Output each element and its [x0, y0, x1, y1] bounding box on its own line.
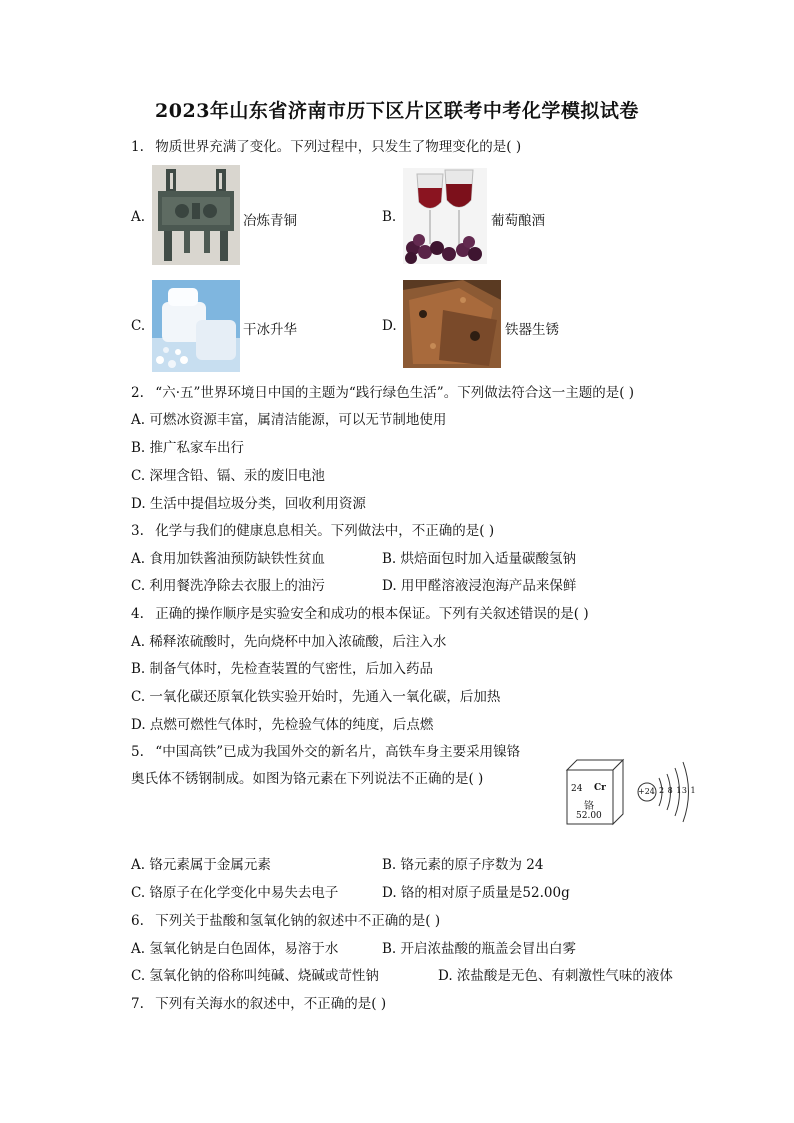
question-text: 下列关于盐酸和氢氧化钠的叙述中不正确的是( ) — [155, 913, 441, 929]
q6-option-b: B. 开启浓盐酸的瓶盖会冒出白雾 — [382, 941, 577, 957]
q6-option-a: A. 氢氧化钠是白色固体，易溶于水 — [131, 941, 339, 957]
q5-option-d: D. 铬的相对原子质量是52.00g — [382, 885, 570, 901]
option-b-caption: 葡萄酿酒 — [491, 213, 545, 229]
option-a-label: A. — [131, 209, 146, 225]
dry-ice-image — [152, 280, 240, 372]
q3-option-b: B. 烘焙面包时加入适量碳酸氢钠 — [382, 551, 577, 567]
element-symbol: Cr — [594, 783, 606, 793]
q3-option-c: C. 利用餐洗净除去衣服上的油污 — [131, 578, 325, 594]
atomic-mass: 52.00 — [576, 811, 602, 821]
question-5-continued: 奥氏体不锈钢制成。如图为铬元素在下列说法不正确的是( ) — [131, 771, 484, 787]
question-6 — [131, 912, 440, 930]
question-3 — [131, 522, 494, 540]
nucleus-charge: +24 — [638, 787, 655, 796]
chromium-element-diagram — [563, 754, 703, 828]
q4-option-a: A. 稀释浓硫酸时，先向烧杯中加入浓硫酸，后注入水 — [131, 634, 447, 650]
q5-option-b: B. 铬元素的原子序数为 24 — [382, 857, 544, 873]
question-2 — [131, 384, 634, 402]
question-7 — [131, 995, 386, 1013]
q4-option-b: B. 制备气体时，先检查装置的气密性，后加入药品 — [131, 661, 434, 677]
option-d-label: D. — [382, 318, 397, 334]
q2-option-d: D. 生活中提倡垃圾分类，回收利用资源 — [131, 496, 366, 512]
bronze-vessel-image — [152, 165, 240, 265]
question-number: 1. — [131, 139, 144, 155]
rusty-iron-image — [403, 280, 501, 368]
question-number: 2. — [131, 385, 144, 401]
q5-option-a: A. 铬元素属于金属元素 — [131, 857, 271, 873]
question-text: 化学与我们的健康息息相关。下列做法中，不正确的是( ) — [155, 523, 495, 539]
wine-glasses-image — [403, 168, 487, 264]
atomic-number: 24 — [571, 784, 583, 794]
q4-option-d: D. 点燃可燃性气体时，先检验气体的纯度，后点燃 — [131, 717, 434, 733]
option-a-caption: 冶炼青铜 — [243, 213, 297, 229]
question-4 — [131, 605, 589, 623]
option-b-label: B. — [382, 209, 397, 225]
question-text: 物质世界充满了变化。下列过程中，只发生了物理变化的是( ) — [155, 139, 522, 155]
question-text: 正确的操作顺序是实验安全和成功的根本保证。下列有关叙述错误的是( ) — [155, 606, 589, 622]
q6-option-c: C. 氢氧化钠的俗称叫纯碱、烧碱或苛性钠 — [131, 968, 379, 984]
electron-shells: 2 8 13 1 — [659, 786, 697, 795]
question-number: 5. — [131, 744, 144, 760]
question-number: 4. — [131, 606, 144, 622]
q4-option-c: C. 一氧化碳还原氧化铁实验开始时，先通入一氧化碳，后加热 — [131, 689, 501, 705]
question-text: “中国高铁”已成为我国外交的新名片，高铁车身主要采用镍铬 — [155, 744, 521, 760]
question-number: 6. — [131, 913, 144, 929]
question-text: 下列有关海水的叙述中，不正确的是( ) — [155, 996, 387, 1012]
q6-option-d: D. 浓盐酸是无色、有刺激性气味的液体 — [438, 968, 673, 984]
question-text: “六·五”世界环境日中国的主题为“践行绿色生活”。下列做法符合这一主题的是( ) — [155, 385, 635, 401]
q5-option-c: C. 铬原子在化学变化中易失去电子 — [131, 885, 339, 901]
question-5 — [131, 743, 520, 761]
question-number: 3. — [131, 523, 144, 539]
q2-option-c: C. 深埋含铅、镉、汞的废旧电池 — [131, 468, 325, 484]
element-name: 铬 — [584, 801, 594, 812]
q2-option-b: B. 推广私家车出行 — [131, 440, 245, 456]
q3-option-a: A. 食用加铁酱油预防缺铁性贫血 — [131, 551, 325, 567]
q3-option-d: D. 用甲醛溶液浸泡海产品来保鲜 — [382, 578, 577, 594]
option-c-caption: 干冰升华 — [243, 322, 297, 338]
option-c-label: C. — [131, 318, 146, 334]
exam-title: 2023年山东省济南市历下区片区联考中考化学模拟试卷 — [155, 100, 639, 122]
option-d-caption: 铁器生锈 — [505, 322, 559, 338]
question-number: 7. — [131, 996, 144, 1012]
q2-option-a: A. 可燃冰资源丰富，属清洁能源，可以无节制地使用 — [131, 412, 447, 428]
question-1 — [131, 138, 521, 156]
